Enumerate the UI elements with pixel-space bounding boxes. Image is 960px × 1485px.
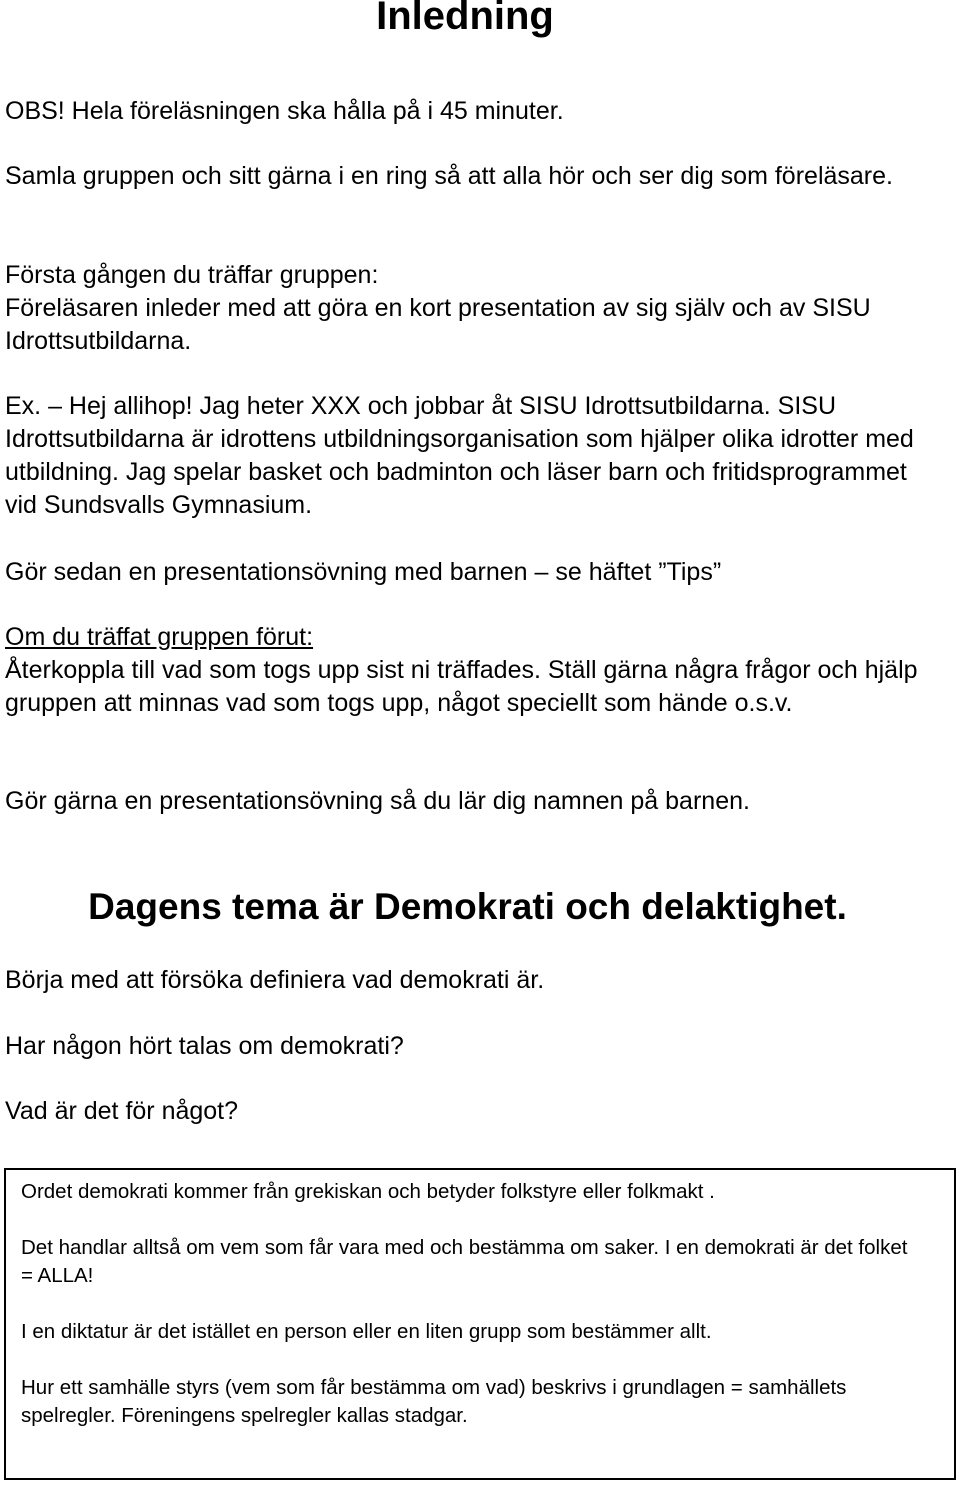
info-box-meaning: Det handlar alltså om vem som får vara med och bestämma om saker. I en demokrati är det folket = ALLA! (21, 1236, 908, 1287)
info-box-etymology: Ordet demokrati kommer från grekiskan och betyder folkstyre eller folkmakt . (21, 1180, 715, 1203)
page-title: Inledning (376, 0, 554, 38)
question-heard: Har någon hört talas om demokrati? (5, 1032, 404, 1060)
met-before-heading: Om du träffat gruppen förut: (5, 623, 314, 651)
question-what: Vad är det för något? (5, 1097, 239, 1125)
question-define: Börja med att försöka definiera vad demokrati är. (5, 966, 545, 994)
example-text: Ex. – Hej allihop! Jag heter XXX och jobbar åt SISU Idrottsutbildarna. SISU Idrottsutbildarna är idrottens utbildningsorganisation som hjälper olika idrotter med utbildning. Jag spelar basket och badminton och läser barn och fritidsprogrammet vid Sundsvalls Gymnasium. (5, 392, 914, 519)
first-time-text: Föreläsaren inleder med att göra en kort presentation av sig själv och av SISU Idrottsutbildarna. (5, 294, 871, 355)
exercise-text: Gör sedan en presentationsövning med barnen – se häftet ”Tips” (5, 558, 722, 586)
info-box-dictatorship: I en diktatur är det istället en person eller en liten grupp som bestämmer allt. (21, 1320, 712, 1343)
info-box (4, 1168, 956, 1480)
first-time-heading: Första gången du träffar gruppen: (5, 261, 379, 289)
gather-group-text: Samla gruppen och sitt gärna i en ring så att alla hör och ser dig som föreläsare. (5, 162, 893, 190)
names-text: Gör gärna en presentationsövning så du lär dig namnen på barnen. (5, 787, 750, 815)
info-box-constitution: Hur ett samhälle styrs (vem som får bestämma om vad) beskrivs i grundlagen = samhällets spelregler. Föreningens spelregler kallas stadgar. (21, 1376, 847, 1427)
obs-note: OBS! Hela föreläsningen ska hålla på i 45 minuter. (5, 97, 564, 125)
met-before-text: Återkoppla till vad som togs upp sist ni träffades. Ställ gärna några frågor och hjälp gruppen att minnas vad som togs upp, något speciellt som hände o.s.v. (5, 656, 918, 717)
theme-heading: Dagens tema är Demokrati och delaktighet. (88, 886, 847, 927)
